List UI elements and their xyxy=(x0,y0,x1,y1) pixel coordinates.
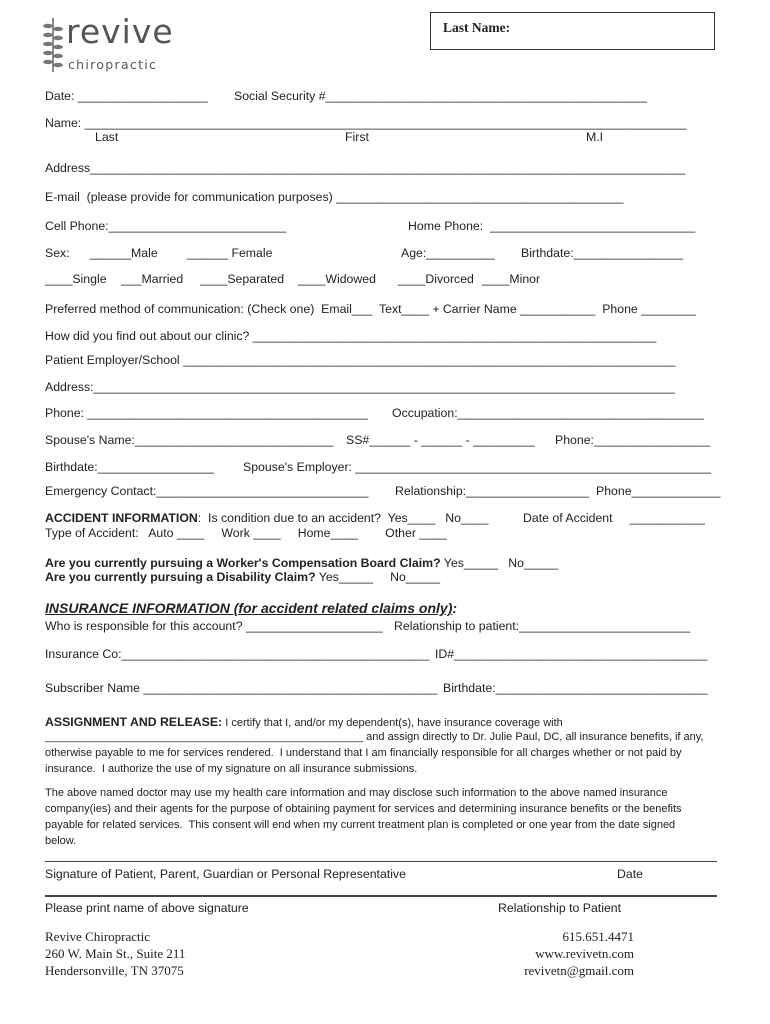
occupation-field[interactable]: Occupation:____________________________________ xyxy=(392,406,704,420)
assignment-heading: ASSIGNMENT AND RELEASE: xyxy=(45,715,223,729)
logo-subtitle: chiropractic xyxy=(68,57,158,72)
ssn-field[interactable]: Social Security #_______________________________________________ xyxy=(234,89,648,103)
last-name-label: Last Name: xyxy=(443,20,511,35)
insurance-heading-colon: : xyxy=(452,600,458,616)
emergency-phone-field[interactable]: Phone_____________ xyxy=(596,484,721,498)
status-married-option[interactable]: ___Married xyxy=(121,272,184,286)
status-minor-option[interactable]: ____Minor xyxy=(482,272,541,286)
relationship-to-patient-label: Relationship to Patient xyxy=(498,901,622,915)
home-phone-field[interactable]: Home Phone: ______________________________ xyxy=(408,219,696,233)
print-name-line[interactable] xyxy=(45,895,717,897)
footer-phone: 615.651.4471 xyxy=(562,929,634,944)
insurance-heading xyxy=(45,600,457,616)
footer-clinic-name: Revive Chiropractic xyxy=(45,929,151,944)
logo-word: revive xyxy=(66,12,174,51)
workers-comp-text: Are you currently pursuing a Worker's Compensation Board Claim? xyxy=(45,556,441,570)
footer-website[interactable]: www.revivetn.com xyxy=(535,946,634,961)
employer-field[interactable]: Patient Employer/School ________________________________________________________________________ xyxy=(45,353,676,367)
date-field[interactable]: Date: ___________________ xyxy=(45,89,208,103)
consent-line-4: below. xyxy=(45,835,77,847)
disability-question[interactable] xyxy=(45,570,440,584)
consent-line-2: company(ies) and their agents for the purpose of obtaining payment for services and determining insurance benefits or the benefits xyxy=(45,803,682,815)
footer-email[interactable]: revivetn@gmail.com xyxy=(524,963,634,978)
insurance-company-field[interactable]: Insurance Co:_____________________________________________ xyxy=(45,647,430,661)
spouse-phone-field[interactable]: Phone:_________________ xyxy=(555,433,711,447)
print-name-label: Please print name of above signature xyxy=(45,901,249,915)
insurance-id-field[interactable]: ID#_____________________________________ xyxy=(435,647,708,661)
spouse-employer-field[interactable]: Spouse's Employer: ____________________________________________________ xyxy=(243,460,712,474)
name-field[interactable]: Name: ________________________________________________________________________________________ xyxy=(45,116,687,130)
spouse-ssn-field[interactable]: SS#______ - ______ - _________ xyxy=(346,433,535,447)
employer-address-field[interactable]: Address:_____________________________________________________________________________________ xyxy=(45,380,675,394)
assignment-line-4: insurance. I authorize the use of my signature on all insurance submissions. xyxy=(45,763,418,775)
subscriber-birthdate-field[interactable]: Birthdate:_______________________________ xyxy=(443,681,708,695)
workers-comp-question[interactable] xyxy=(45,556,558,570)
signature-label: Signature of Patient, Parent, Guardian or Personal Representative xyxy=(45,867,406,881)
status-separated-option[interactable]: ____Separated xyxy=(200,272,285,286)
spouse-name-field[interactable]: Spouse's Name:_____________________________ xyxy=(45,433,334,447)
sex-male-option[interactable]: ______Male xyxy=(90,246,158,260)
spouse-birthdate-field[interactable]: Birthdate:_________________ xyxy=(45,460,214,474)
insurance-relationship-field[interactable]: Relationship to patient:_________________________ xyxy=(394,619,691,633)
age-field[interactable]: Age:__________ xyxy=(401,246,495,260)
emergency-relationship-field[interactable]: Relationship:__________________ xyxy=(395,484,590,498)
disability-text: Are you currently pursuing a Disability Claim? xyxy=(45,570,316,584)
signature-date-label: Date xyxy=(617,867,643,881)
phone-field[interactable]: Phone: _________________________________________ xyxy=(45,406,368,420)
revive-logo-icon xyxy=(40,16,66,74)
last-name-box[interactable] xyxy=(430,12,715,50)
footer-city: Hendersonville, TN 37075 xyxy=(45,963,184,978)
status-divorced-option[interactable]: ____Divorced xyxy=(398,272,474,286)
accident-type-field[interactable]: Type of Accident: Auto ____ Work ____ Home____ Other ____ xyxy=(45,526,447,540)
status-single-option[interactable]: ____Single xyxy=(45,272,107,286)
cell-phone-field[interactable]: Cell Phone:__________________________ xyxy=(45,219,287,233)
birthdate-field[interactable]: Birthdate:________________ xyxy=(521,246,684,260)
accident-question-text: : Is condition due to an accident? Yes____ No____ xyxy=(197,511,489,525)
sex-label: Sex: xyxy=(45,246,70,260)
status-widowed-option[interactable]: ____Widowed xyxy=(298,272,376,286)
accident-date-field[interactable]: Date of Accident ___________ xyxy=(523,511,705,525)
insurance-heading-text: INSURANCE INFORMATION (for accident related claims only) xyxy=(45,600,453,616)
assignment-line-2[interactable]: ____________________________________________________ and assign directly to Dr. Julie Paul, DC, all insurance benefits, if any, xyxy=(45,731,704,743)
name-mi-caption: M.I xyxy=(586,130,604,144)
accident-heading: ACCIDENT INFORMATION xyxy=(45,511,198,525)
emergency-contact-field[interactable]: Emergency Contact:_______________________________ xyxy=(45,484,369,498)
subscriber-name-field[interactable]: Subscriber Name ___________________________________________ xyxy=(45,681,438,695)
referral-source-field[interactable]: How did you find out about our clinic? ___________________________________________________________ xyxy=(45,329,657,343)
footer-street: 260 W. Main St., Suite 211 xyxy=(45,946,186,961)
assignment-text-1: I certify that I, and/or my dependent(s), have insurance coverage with xyxy=(222,717,563,729)
responsible-field[interactable]: Who is responsible for this account? ____________________ xyxy=(45,619,383,633)
consent-line-3: payable for related services. This consent will end when my current treatment plan is completed or one year from the date signed xyxy=(45,819,676,831)
address-field[interactable]: Address_______________________________________________________________________________________ xyxy=(45,161,686,175)
signature-line[interactable] xyxy=(45,861,717,862)
email-field[interactable]: E-mail (please provide for communication purposes) __________________________________________ xyxy=(45,190,624,204)
consent-line-1: The above named doctor may use my health care information and may disclose such information to the above named insurance xyxy=(45,787,668,799)
name-first-caption: First xyxy=(345,130,369,144)
name-last-caption: Last xyxy=(95,130,119,144)
preferred-communication-field[interactable]: Preferred method of communication: (Check one) Email___ Text____ + Carrier Name ___________ Phone ________ xyxy=(45,302,696,316)
assignment-line-1 xyxy=(45,715,563,729)
assignment-line-3: otherwise payable to me for services rendered. I understand that I am financially responsible for all charges whether or not paid by xyxy=(45,747,682,759)
accident-question[interactable] xyxy=(45,511,488,525)
disability-answer: Yes_____ No_____ xyxy=(315,570,441,584)
sex-female-option[interactable]: ______ Female xyxy=(187,246,273,260)
workers-comp-answer: Yes_____ No_____ xyxy=(440,556,559,570)
